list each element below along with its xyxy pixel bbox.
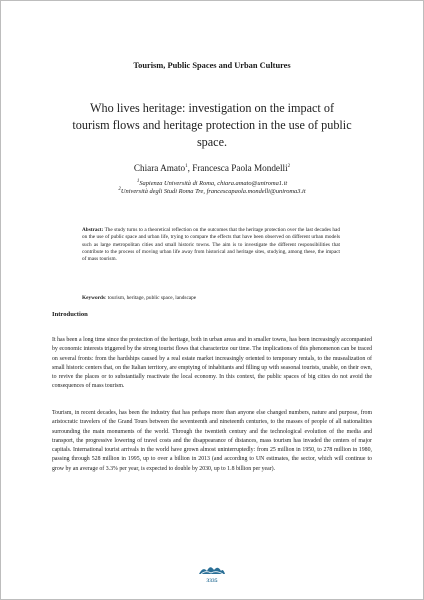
paragraph: Tourism, in recent decades, has been the industry that has perhaps more than anyone else changed numbers, nature and purpose, from aristocratic travelers of the Grand Tours between the seventeenth and nineteenth centuries, to the masses of people of all nationalities surrounding the main monuments of the world. Through the twentieth century and the technological evolution of the media and transport, the progressive lowering of travel costs and the disappearance of distances, mass tourism has invaded the centers of major capitals. International tourist arrivals in the world have grown almost uninterruptedly: from 25 million in 1950, to 278 million in 1980, passing through 528 million in 1995, up to over a billion in 2013 (and according to UN estimates, the sector, which will continue to grow by an average of 3.3% per year, is expected to double by 2030, up to 1.8 billion per year).: [52, 410, 372, 472]
abstract-label: Abstract:: [82, 227, 104, 233]
author-superscript: 2: [287, 163, 291, 169]
abstract: [82, 227, 340, 264]
author-name: Chiara Amato: [133, 163, 186, 173]
affiliation-text: Università degli Studi Roma Tre, francescapaola.mondelli@uniroma3.it: [120, 188, 306, 196]
abstract-text: The study turns to a theoretical reflection on the outcomes that the heritage protection over the last decades had on the use of public space and urban life, trying to compare the effects that have been observed on different urban models such as large metropolitan cities and small historic towns. The aim is to investigate the different responsibilities that contribute to the process of moving urban life away from historical and heritage sites, studying, among these, the impact of mass tourism.: [82, 227, 340, 263]
affiliation-2: [1, 186, 423, 196]
affiliation-text: Sapienza Università di Roma, chiara.amato@uniroma1.it: [139, 180, 288, 188]
author-name: Francesca Paola Mondelli: [192, 163, 288, 173]
series-title: Tourism, Public Spaces and Urban Cultures: [133, 61, 291, 70]
wave-logo-icon: [197, 562, 227, 576]
paper-title: Who lives heritage: investigation on the impact of tourism flows and heritage protection in the use of public space.: [72, 101, 352, 149]
author-separator: ,: [187, 163, 193, 173]
author-superscript: 1: [185, 163, 188, 169]
keywords-text: : tourism, heritage, public space, landscape: [104, 295, 197, 301]
affiliation-superscript: 2: [118, 187, 121, 192]
section-heading-introduction: Introduction: [52, 311, 88, 318]
keywords: [82, 295, 340, 302]
affiliation-superscript: 1: [136, 179, 140, 184]
paragraph: It has been a long time since the protection of the heritage, both in urban areas and in smaller towns, has been increasingly accompanied by economic interests triggered by the strong tourist flows that characterize our time. The implications of this phenomenon can be traced on several fronts: from the hardships caused by a real estate market increasingly oriented to temporary rentals, to the musealization of small historic centers that, on the Italian territory, are emptying of inhabitants and filling up with seasonal tourists, unable, on their own, to revive the places or to substantially reactivate the local economy. In this context, the public spaces of big cities do not avoid the consequences of mass tourism.: [52, 337, 372, 390]
page-number: 3335: [206, 578, 218, 584]
author-line: [1, 163, 423, 173]
keywords-label: Keywords: [82, 295, 105, 301]
